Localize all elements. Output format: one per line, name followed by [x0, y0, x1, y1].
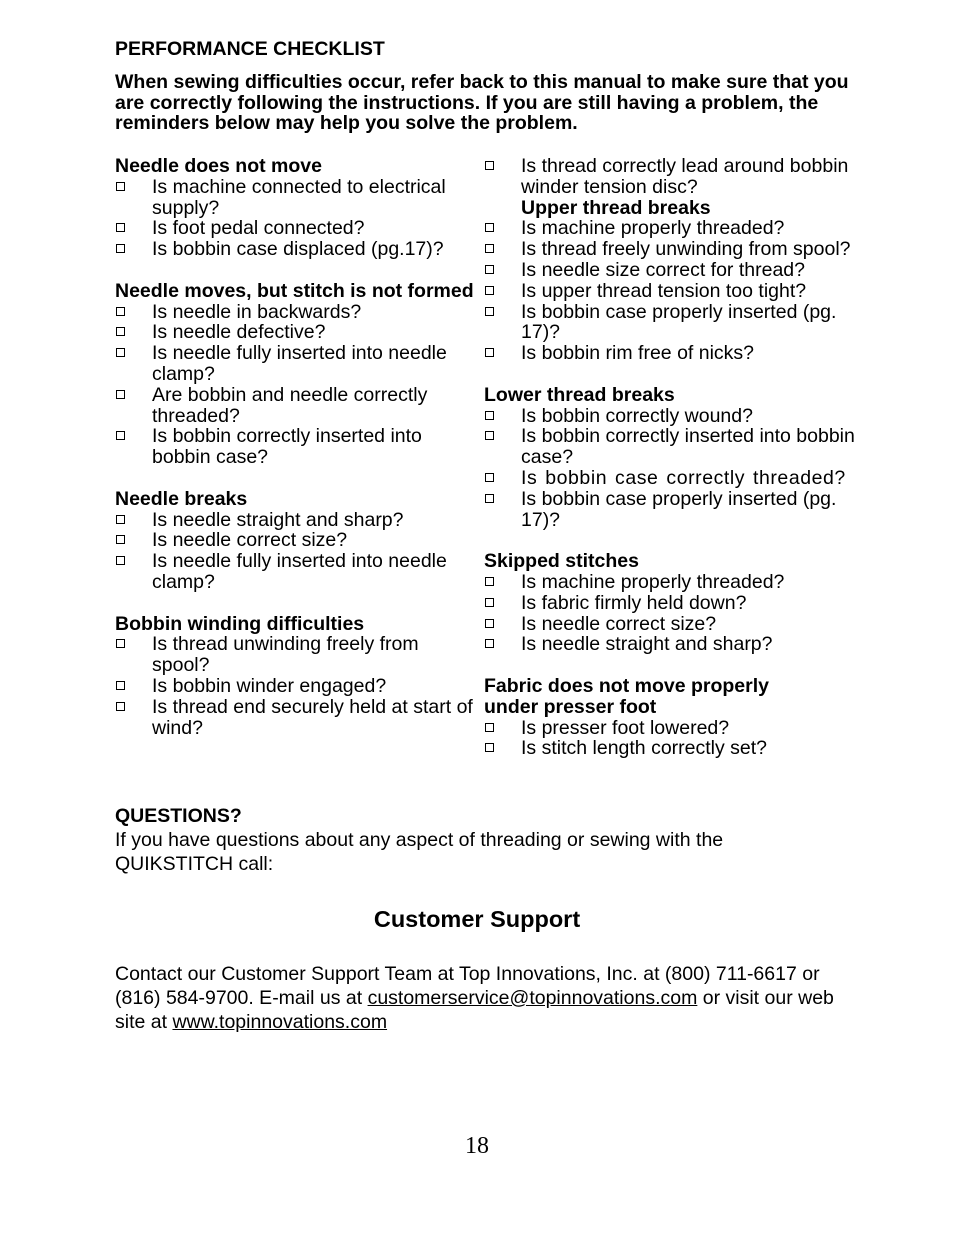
checkbox-icon [485, 577, 494, 586]
checklist-item: Is bobbin winder engaged? [115, 676, 480, 697]
checkbox-icon [485, 743, 494, 752]
checklist-item: Is needle size correct for thread? [484, 260, 874, 281]
checklist-item: Is thread end securely held at start of wind? [115, 697, 480, 739]
checkbox-icon [485, 619, 494, 628]
customer-support-heading: Customer Support [373, 906, 581, 932]
checklist-item: Is bobbin correctly wound? [484, 406, 874, 427]
checkbox-icon [116, 182, 125, 191]
checklist-item: Is needle correct size? [115, 530, 480, 551]
checkbox-icon [485, 286, 494, 295]
checklist-item: Is thread freely unwinding from spool? [484, 239, 874, 260]
section-bobbin-winding [115, 614, 480, 739]
checklist-item: Is bobbin correctly inserted into bobbin case? [115, 426, 480, 468]
checklist-item: Is machine connected to electrical supply? [115, 177, 480, 219]
section-heading: Bobbin winding difficulties [115, 612, 365, 635]
checklist-right-column [484, 156, 874, 780]
checkbox-icon [485, 244, 494, 253]
section-needle-does-not-move [115, 156, 480, 260]
checklist-item: Is needle straight and sharp? [484, 634, 874, 655]
checklist-item: Is bobbin case properly inserted (pg. 17)? [484, 489, 874, 531]
checklist-item: Is needle in backwards? [115, 302, 480, 323]
checkbox-icon [116, 223, 125, 232]
checkbox-icon [485, 307, 494, 316]
checkbox-icon [116, 535, 125, 544]
section-heading: Lower thread breaks [484, 383, 675, 406]
section-skipped-stitches [484, 551, 874, 655]
checklist-item: Is bobbin case correctly threaded? [484, 468, 874, 489]
section-lower-thread-breaks [484, 385, 874, 531]
section-heading: Needle moves, but stitch is not formed [115, 279, 474, 302]
checkbox-icon [116, 244, 125, 253]
checkbox-icon [116, 639, 125, 648]
section-heading: Needle breaks [115, 487, 248, 510]
checkbox-icon [116, 702, 125, 711]
checkbox-icon [116, 348, 125, 357]
checklist-item: Is needle fully inserted into needle clamp? [115, 551, 480, 593]
email-link[interactable]: customerservice@topinnovations.com [367, 987, 698, 1009]
checkbox-icon [485, 723, 494, 732]
checklist-item: Is bobbin correctly inserted into bobbin case? [484, 426, 874, 468]
page-title: PERFORMANCE CHECKLIST [115, 38, 385, 60]
section-heading: Upper thread breaks [521, 196, 711, 219]
checkbox-icon [116, 681, 125, 690]
checklist-item: Is presser foot lowered? [484, 718, 874, 739]
checklist-item: Is bobbin case properly inserted (pg. 17)? [484, 302, 874, 344]
checklist-item: Is upper thread tension too tight? [484, 281, 874, 302]
contact-paragraph: Contact our Customer Support Team at Top Innovations, Inc. at (800) 711-6617 or (816) 584-9700. E-mail us at customerservice@topinnovations.com or visit our web site at www.topinnovations.com [115, 963, 834, 1033]
checklist-item: Is needle straight and sharp? [115, 510, 480, 531]
page-number: 18 [465, 1133, 489, 1159]
intro-paragraph: When sewing difficulties occur, refer back to this manual to make sure that you are correctly following the instructions. If you are still having a problem, the reminders below may help you solve the problem. [115, 71, 849, 135]
section-heading: Skipped stitches [484, 550, 639, 573]
checklist-item: Is bobbin case displaced (pg.17)? [115, 239, 480, 260]
checklist-left-column [115, 156, 480, 759]
section-heading: Fabric does not move properly under presser foot [484, 674, 769, 718]
checklist-item: Is needle defective? [115, 322, 480, 343]
section-fabric-does-not-move [484, 676, 874, 759]
website-link[interactable]: www.topinnovations.com [172, 1011, 388, 1033]
checkbox-icon [116, 431, 125, 440]
checkbox-icon [116, 556, 125, 565]
checklist-item: Is machine properly threaded? [484, 572, 874, 593]
checkbox-icon [485, 161, 494, 170]
checkbox-icon [116, 307, 125, 316]
checklist-item: Is thread correctly lead around bobbin winder tension disc? [484, 156, 874, 198]
checklist-item: Is stitch length correctly set? [484, 738, 874, 759]
section-upper-thread-breaks [484, 198, 874, 364]
checkbox-icon [485, 494, 494, 503]
checklist-item: Is needle correct size? [484, 614, 874, 635]
section-stitch-not-formed [115, 281, 480, 468]
checklist-item: Is machine properly threaded? [484, 218, 874, 239]
questions-heading: QUESTIONS? [115, 805, 242, 827]
checklist-item: Is foot pedal connected? [115, 218, 480, 239]
checkbox-icon [485, 223, 494, 232]
section-heading: Needle does not move [115, 155, 322, 177]
checkbox-icon [485, 348, 494, 357]
checkbox-icon [485, 431, 494, 440]
checkbox-icon [485, 411, 494, 420]
checklist-item: Is bobbin rim free of nicks? [484, 343, 874, 364]
checkbox-icon [485, 598, 494, 607]
section-needle-breaks [115, 489, 480, 593]
questions-paragraph: If you have questions about any aspect of threading or sewing with the QUIKSTITCH call: [115, 829, 724, 875]
checkbox-icon [485, 639, 494, 648]
checklist-item: Is thread unwinding freely from spool? [115, 634, 480, 676]
checkbox-icon [485, 265, 494, 274]
checkbox-icon [116, 390, 125, 399]
checkbox-icon [116, 327, 125, 336]
checkbox-icon [116, 515, 125, 524]
checklist-item: Are bobbin and needle correctly threaded? [115, 385, 480, 427]
checklist-item: Is needle fully inserted into needle clamp? [115, 343, 480, 385]
checklist-item: Is fabric firmly held down? [484, 593, 874, 614]
section-bobbin-winding-continued [484, 156, 874, 198]
checkbox-icon [485, 473, 494, 482]
